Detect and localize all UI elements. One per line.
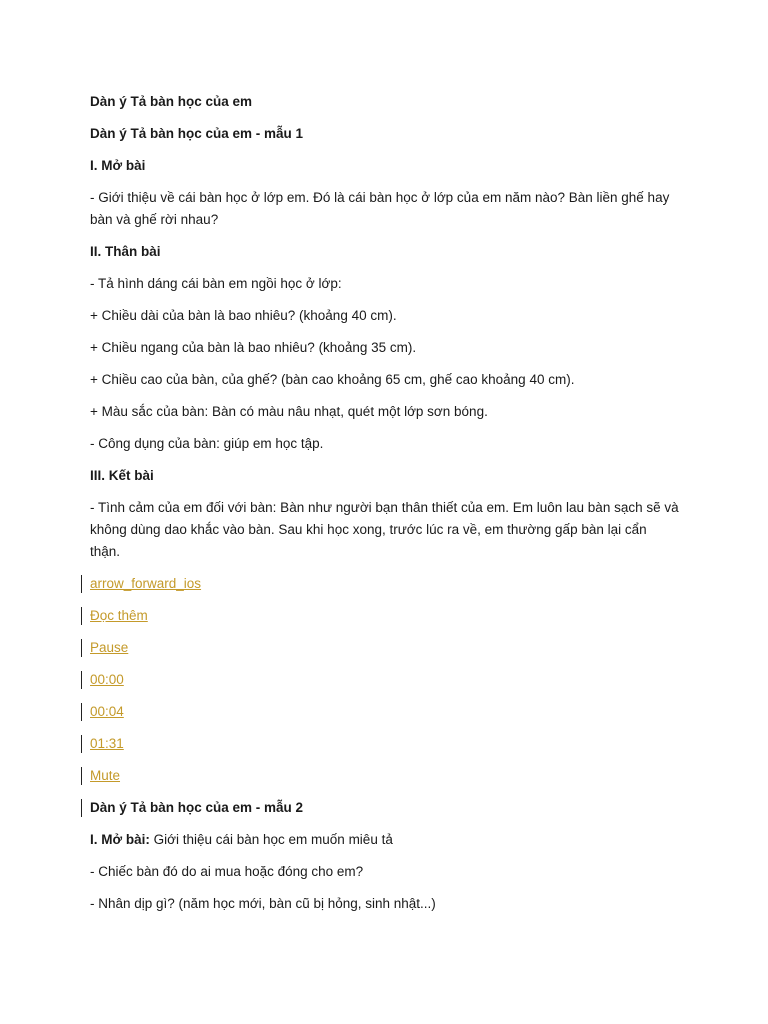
sample-1-intro-heading: I. Mở bài (90, 158, 146, 173)
sample-2-intro (90, 829, 680, 851)
body-line: + Chiều ngang của bàn là bao nhiêu? (khoảng 35 cm). (90, 340, 417, 355)
mute-button[interactable]: Mute (90, 768, 121, 783)
sample-2-line: - Nhân dịp gì? (năm học mới, bàn cũ bị hỏng, sinh nhật...) (90, 896, 436, 911)
sample-2-intro-label: I. Mở bài: (90, 832, 150, 847)
sample-1-conclusion-heading: III. Kết bài (90, 468, 154, 483)
pause-button[interactable]: Pause (90, 640, 129, 655)
sample-2-intro-text: Giới thiệu cái bàn học em muốn miêu tả (149, 832, 393, 847)
sample-1-body-heading: II. Thân bài (90, 244, 161, 259)
player-arrow-row (90, 573, 680, 595)
played-time-row (90, 701, 680, 723)
played-time-link[interactable]: 00:04 (90, 704, 124, 719)
sample-2-line: - Chiếc bàn đó do ai mua hoặc đóng cho em? (90, 864, 364, 879)
current-time-link[interactable]: 00:00 (90, 672, 124, 687)
arrow-forward-link[interactable]: arrow_forward_ios (90, 576, 202, 591)
current-time-row (90, 669, 680, 691)
mute-row (90, 765, 680, 787)
document-title: Dàn ý Tả bàn học của em (90, 94, 253, 109)
sample-1-conclusion-text: - Tình cảm của em đối với bàn: Bàn như người bạn thân thiết của em. Em luôn lau bàn sạch sẽ và không dùng dao khắc vào bàn. Sau khi học xong, trước lúc ra về, em thường gấp bàn lại cẩn thận. (90, 500, 679, 559)
document-content (90, 91, 680, 925)
body-line: - Công dụng của bàn: giúp em học tập. (90, 436, 324, 451)
body-line: + Chiều dài của bàn là bao nhiêu? (khoảng 40 cm). (90, 308, 397, 323)
duration-row (90, 733, 680, 755)
duration-link[interactable]: 01:31 (90, 736, 124, 751)
body-line: - Tả hình dáng cái bàn em ngồi học ở lớp: (90, 276, 342, 291)
read-more-row (90, 605, 680, 627)
sample-1-intro-text: - Giới thiệu về cái bàn học ở lớp em. Đó là cái bàn học ở lớp của em năm nào? Bàn liền ghế hay bàn và ghế rời nhau? (90, 190, 670, 227)
body-line: + Màu sắc của bàn: Bàn có màu nâu nhạt, quét một lớp sơn bóng. (90, 404, 488, 419)
pause-row (90, 637, 680, 659)
sample-1-heading: Dàn ý Tả bàn học của em - mẫu 1 (90, 126, 304, 141)
read-more-link[interactable]: Đọc thêm (90, 608, 148, 623)
sample-2-heading: Dàn ý Tả bàn học của em - mẫu 2 (90, 797, 680, 819)
body-line: + Chiều cao của bàn, của ghế? (bàn cao khoảng 65 cm, ghế cao khoảng 40 cm). (90, 372, 575, 387)
